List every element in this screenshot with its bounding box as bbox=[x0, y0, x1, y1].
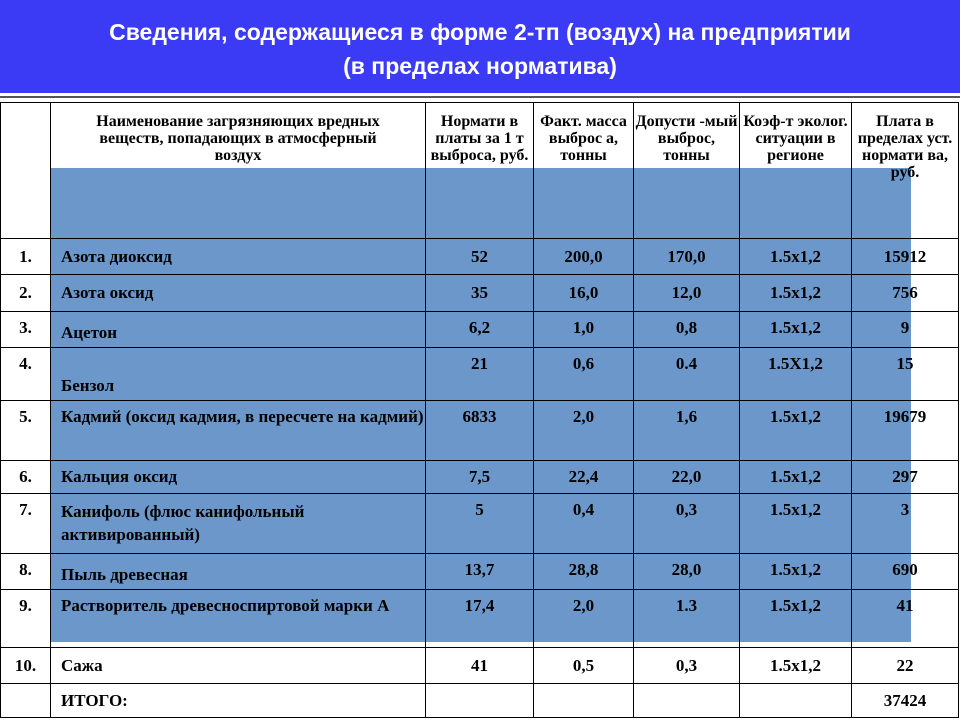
row-num: 9. bbox=[1, 590, 51, 648]
row-coef: 1.5x1,2 bbox=[740, 590, 852, 648]
table-row bbox=[1, 494, 959, 554]
row-norm: 35 bbox=[426, 275, 534, 312]
table-row bbox=[1, 348, 959, 401]
row-num: 1. bbox=[1, 239, 51, 275]
row-fact: 2,0 bbox=[534, 401, 634, 461]
row-allowed: 28,0 bbox=[634, 554, 740, 590]
row-name: Бензол bbox=[51, 348, 426, 401]
row-norm: 7,5 bbox=[426, 461, 534, 494]
row-norm: 17,4 bbox=[426, 590, 534, 648]
row-pay: 19679 bbox=[852, 401, 959, 461]
row-pay: 15 bbox=[852, 348, 959, 401]
row-num: 8. bbox=[1, 554, 51, 590]
row-allowed: 12,0 bbox=[634, 275, 740, 312]
row-name: Канифоль (флюс канифольный активированный) bbox=[51, 494, 426, 554]
row-coef: 1.5x1,2 bbox=[740, 494, 852, 554]
total-num bbox=[1, 684, 51, 718]
row-pay: 3 bbox=[852, 494, 959, 554]
row-fact: 0,5 bbox=[534, 648, 634, 684]
row-allowed: 0,8 bbox=[634, 312, 740, 348]
row-coef: 1.5x1,2 bbox=[740, 275, 852, 312]
row-name: Кальция оксид bbox=[51, 461, 426, 494]
row-coef: 1.5x1,2 bbox=[740, 312, 852, 348]
header-row bbox=[1, 103, 959, 239]
row-fact: 2,0 bbox=[534, 590, 634, 648]
table-row bbox=[1, 648, 959, 684]
row-norm: 6,2 bbox=[426, 312, 534, 348]
header-allowed: Допусти -мый выброс, тонны bbox=[634, 103, 740, 239]
row-name: Сажа bbox=[51, 648, 426, 684]
row-norm: 13,7 bbox=[426, 554, 534, 590]
table-row bbox=[1, 401, 959, 461]
title-line-2: (в пределах норматива) bbox=[343, 53, 617, 79]
header-norm: Нормати в платы за 1 т выброса, руб. bbox=[426, 103, 534, 239]
table-row bbox=[1, 275, 959, 312]
row-num: 3. bbox=[1, 312, 51, 348]
row-num: 2. bbox=[1, 275, 51, 312]
table-row bbox=[1, 590, 959, 648]
total-label: ИТОГО: bbox=[51, 684, 426, 718]
title-line-1: Сведения, содержащиеся в форме 2-тп (воздух) на предприятии bbox=[109, 19, 851, 45]
row-coef: 1.5x1,2 bbox=[740, 648, 852, 684]
table-row bbox=[1, 554, 959, 590]
row-pay: 756 bbox=[852, 275, 959, 312]
slide-title bbox=[0, 0, 960, 93]
row-num: 10. bbox=[1, 648, 51, 684]
emissions-table bbox=[0, 102, 959, 718]
row-fact: 28,8 bbox=[534, 554, 634, 590]
row-norm: 52 bbox=[426, 239, 534, 275]
row-num: 5. bbox=[1, 401, 51, 461]
row-num: 7. bbox=[1, 494, 51, 554]
row-fact: 22,4 bbox=[534, 461, 634, 494]
row-allowed: 22,0 bbox=[634, 461, 740, 494]
header-coef: Коэф-т эколог. ситуации в регионе bbox=[740, 103, 852, 239]
header-pay: Плата в пределах уст. нормати ва, руб. bbox=[852, 103, 959, 239]
row-coef: 1.5x1,2 bbox=[740, 554, 852, 590]
total-empty bbox=[634, 684, 740, 718]
row-name: Азота диоксид bbox=[51, 239, 426, 275]
row-name: Пыль древесная bbox=[51, 554, 426, 590]
row-pay: 22 bbox=[852, 648, 959, 684]
row-fact: 1,0 bbox=[534, 312, 634, 348]
row-allowed: 1.3 bbox=[634, 590, 740, 648]
total-empty bbox=[534, 684, 634, 718]
total-empty bbox=[740, 684, 852, 718]
total-row bbox=[1, 684, 959, 718]
table-row bbox=[1, 239, 959, 275]
row-pay: 690 bbox=[852, 554, 959, 590]
row-norm: 41 bbox=[426, 648, 534, 684]
row-coef: 1.5X1,2 bbox=[740, 348, 852, 401]
row-coef: 1.5x1,2 bbox=[740, 461, 852, 494]
row-norm: 21 bbox=[426, 348, 534, 401]
row-coef: 1.5x1,2 bbox=[740, 401, 852, 461]
row-fact: 0,6 bbox=[534, 348, 634, 401]
row-allowed: 170,0 bbox=[634, 239, 740, 275]
row-fact: 0,4 bbox=[534, 494, 634, 554]
row-pay: 9 bbox=[852, 312, 959, 348]
row-num: 4. bbox=[1, 348, 51, 401]
total-empty bbox=[426, 684, 534, 718]
row-num: 6. bbox=[1, 461, 51, 494]
total-pay: 37424 bbox=[852, 684, 959, 718]
row-name: Кадмий (оксид кадмия, в пересчете на кадмий) bbox=[51, 401, 426, 461]
row-pay: 15912 bbox=[852, 239, 959, 275]
title-separator bbox=[0, 96, 960, 98]
row-allowed: 0.4 bbox=[634, 348, 740, 401]
table-row bbox=[1, 461, 959, 494]
header-name: Наименование загрязняющих вредных веществ, попадающих в атмосферный воздух bbox=[51, 103, 426, 239]
row-fact: 200,0 bbox=[534, 239, 634, 275]
row-name: Ацетон bbox=[51, 312, 426, 348]
header-fact: Факт. масса выброс а, тонны bbox=[534, 103, 634, 239]
row-coef: 1.5x1,2 bbox=[740, 239, 852, 275]
header-num bbox=[1, 103, 51, 239]
row-norm: 5 bbox=[426, 494, 534, 554]
row-norm: 6833 bbox=[426, 401, 534, 461]
row-allowed: 0,3 bbox=[634, 648, 740, 684]
row-name: Азота оксид bbox=[51, 275, 426, 312]
row-pay: 297 bbox=[852, 461, 959, 494]
row-allowed: 1,6 bbox=[634, 401, 740, 461]
row-fact: 16,0 bbox=[534, 275, 634, 312]
row-pay: 41 bbox=[852, 590, 959, 648]
row-name: Растворитель древесноспиртовой марки А bbox=[51, 590, 426, 648]
row-allowed: 0,3 bbox=[634, 494, 740, 554]
table-row bbox=[1, 312, 959, 348]
